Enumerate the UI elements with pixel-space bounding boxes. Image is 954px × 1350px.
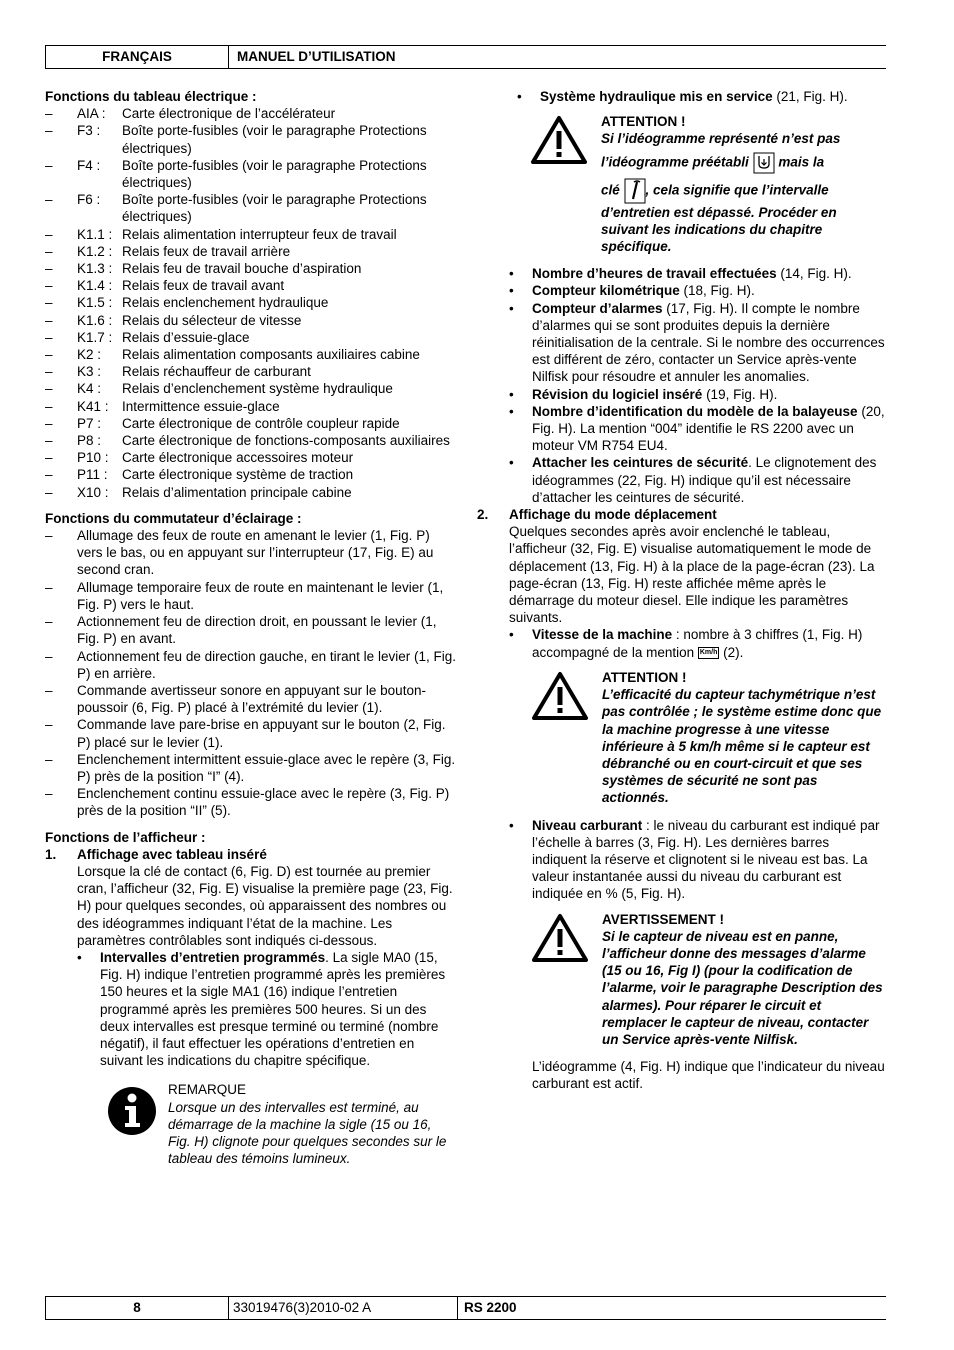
list-item: • Révision du logiciel inséré (19, Fig. H). — [509, 386, 778, 402]
list-item: – Enclenchement intermittent essuie-glace avec le repère (3, Fig. P) près de la position “I” (4). — [45, 751, 456, 784]
component-code: K1.7 : — [77, 329, 113, 345]
bullet-text: (18, Fig. H). — [679, 283, 755, 299]
list-item: – K1.5 : Relais enclenchement hydraulique — [45, 294, 457, 311]
page-footer — [45, 1296, 886, 1320]
component-description: Intermittence essuie-glace — [122, 398, 280, 414]
list-item: – K1.4 : Relais feux de travail avant — [45, 277, 457, 294]
warning-line-1: Si l’idéogramme représenté n’est pas — [601, 131, 841, 147]
component-description: Relais réchauffeur de carburant — [122, 364, 311, 380]
list-item: – Allumage des feux de route en amenant le levier (1, Fig. P) vers le bas, ou en appuyant sur l’interrupteur (17, Fig. E) au second cran. — [45, 528, 434, 578]
warning-icon — [532, 671, 588, 721]
component-code: P10 : — [77, 450, 109, 466]
light-function-text: Commande lave pare-brise en appuyant sur le bouton (2, Fig. P) placé sur le levier (1). — [77, 717, 446, 750]
list-item: – Actionnement feu de direction gauche, en tirant le levier (1, Fig. P) en arrière. — [45, 648, 456, 681]
list-item: – P8 : Carte électronique de fonctions-composants auxiliaires — [45, 432, 457, 449]
page-number: 8 — [46, 1297, 229, 1319]
component-code: K1.1 : — [77, 226, 113, 242]
bullet-text-end: (2). — [719, 644, 744, 660]
component-code: K1.4 : — [77, 278, 113, 294]
display-item-1 — [45, 846, 457, 1168]
component-code: F3 : — [77, 123, 101, 139]
bullet-text: : le niveau du carburant est indiqué par l’échelle à barres (3, Fig. H). Les dernières barres indiquent la réserve et clignotent si le niveau est bas. La valeur instantanée aussi du niveau du carburant est indiquée en % (5, Fig. H). — [532, 817, 880, 902]
list-item: – P11 : Carte électronique système de traction — [45, 466, 457, 483]
info-icon — [108, 1087, 156, 1135]
bullet-text: : nombre à 3 chiffres (1, Fig. H) accompagné de la mention — [532, 627, 863, 660]
bullet-text: (19, Fig. H). — [702, 386, 778, 402]
component-description: Boîte porte-fusibles (voir le paragraphe Protections électriques) — [122, 123, 427, 156]
list-item: – K41 : Intermittence essuie-glace — [45, 398, 457, 415]
component-description: Boîte porte-fusibles (voir le paragraphe Protections électriques) — [122, 157, 427, 191]
component-description: Relais feu de travail bouche d’aspiration — [122, 261, 362, 277]
warning-line-3b: , cela signifie que l’intervalle — [645, 182, 829, 198]
list-item: – P7 : Carte électronique de contrôle coupleur rapide — [45, 415, 457, 432]
list-item: – K4 : Relais d’enclenchement système hydraulique — [45, 380, 457, 397]
warning-line-rest: d’entretien est dépassé. Procéder en suivant les indications du chapitre spécifique. — [601, 204, 837, 255]
light-function-text: Enclenchement intermittent essuie-glace avec le repère (3, Fig. P) près de la position “I” (4). — [77, 751, 456, 784]
list-item: – Commande lave pare-brise en appuyant sur le bouton (2, Fig. P) placé sur le levier (1). — [45, 717, 446, 750]
component-description: Relais feux de travail arrière — [122, 243, 291, 259]
light-function-text: Allumage temporaire feux de route en maintenant le levier (1, Fig. P) vers le haut. — [77, 579, 444, 612]
page-header — [45, 45, 886, 69]
bullet-text: (17, Fig. H). Il compte le nombre d’alarmes qui se sont produites depuis la dernière réinitialisation de la centrale. Si le nombre des occurrences est différent de zéro, contacter un Service après-vente Nilfisk pour résoudre et annuler les anomalies. — [532, 300, 885, 385]
section-title-light-switch: Fonctions du commutateur d’éclairage : — [45, 510, 302, 526]
list-item: • Compteur d’alarmes (17, Fig. H). Il compte le nombre d’alarmes qui se sont produites depuis la dernière réinitialisation de la centrale. Si le nombre des occurrences est différent de zéro, contacter un Service après-vente Nilfisk pour résoudre et annuler les anomalies. — [509, 300, 885, 385]
bullet-bold: Nombre d’identification du modèle de la balayeuse — [532, 403, 858, 419]
fuel-bullet: • Niveau carburant : le niveau du carburant est indiqué par l’échelle à barres (3, Fig. H). Les dernières barres indiquent la réserve et clignotent si le niveau est bas. La valeur instantanée aussi du niveau du carburant est indiquée en % (5, Fig. H). — [509, 817, 880, 902]
list-item: – F3 : Boîte porte-fusibles (voir le paragraphe Protections électriques) — [45, 122, 457, 156]
list-item: – K1.6 : Relais du sélecteur de vitesse — [45, 312, 457, 329]
light-function-text: Commande avertisseur sonore en appuyant sur le bouton-poussoir (6, Fig. P) placé à l’extrémité du levier (1). — [77, 682, 426, 716]
header-title: MANUEL D’UTILISATION — [237, 49, 396, 64]
component-description: Relais d’essuie-glace — [122, 329, 250, 345]
list-item: – X10 : Relais d’alimentation principale cabine — [45, 484, 457, 501]
component-description: Relais du sélecteur de vitesse — [122, 312, 302, 328]
header-language: FRANÇAIS — [46, 46, 229, 68]
bullet-bold: Révision du logiciel inséré — [532, 386, 703, 402]
component-code: F6 : — [77, 192, 101, 208]
light-function-text: Actionnement feu de direction gauche, en tirant le levier (1, Fig. P) en arrière. — [77, 648, 456, 681]
component-description: Carte électronique de contrôle coupleur rapide — [122, 415, 400, 431]
list-item: – AIA : Carte électronique de l’accélérateur — [45, 105, 457, 122]
list-item: – K2 : Relais alimentation composants auxiliaires cabine — [45, 346, 457, 363]
component-code: K1.5 : — [77, 295, 113, 311]
component-code: K4 : — [77, 381, 102, 397]
light-switch-list — [45, 527, 457, 819]
light-function-text: Enclenchement continu essuie-glace avec le repère (3, Fig. P) près de la position “II” (5). — [77, 786, 450, 819]
component-code: K2 : — [77, 347, 102, 363]
display-item-2 — [477, 506, 887, 1093]
bullet-bold: Attacher les ceintures de sécurité — [532, 455, 749, 471]
document-code: 33019476(3)2010-02 A — [233, 1297, 458, 1319]
component-description: Relais enclenchement hydraulique — [122, 295, 329, 311]
component-code: K1.6 : — [77, 312, 113, 328]
list-item: – Actionnement feu de direction droit, en poussant le levier (1, Fig. P) en avant. — [45, 614, 437, 647]
light-function-text: Allumage des feux de route en amenant le levier (1, Fig. P) vers le bas, ou en appuyant sur l’interrupteur (17, Fig. E) au second cran. — [77, 528, 434, 578]
list-item: • Compteur kilométrique (18, Fig. H). — [509, 283, 755, 299]
component-description: Carte électronique de l’accélérateur — [122, 106, 336, 122]
list-item: – Commande avertisseur sonore en appuyant sur le bouton-poussoir (6, Fig. P) placé à l’extrémité du levier (1). — [45, 682, 426, 716]
component-description: Relais alimentation interrupteur feux de travail — [122, 226, 397, 242]
component-code: F4 : — [77, 157, 101, 173]
maintenance-ideogram-icon — [753, 152, 775, 174]
warning-body: L’efficacité du capteur tachymétrique n’est pas contrôlée ; le système estime donc que la machine progresse à une vitesse inférieure à 5 km/h même si le capteur est débranché ou en court-circuit et que ses systèmes de sécurité ne sont pas actionnés. — [602, 687, 882, 806]
warning-icon — [531, 115, 587, 165]
bullet-text: (21, Fig. H). — [772, 89, 848, 104]
warning-line-2b: mais la — [778, 154, 825, 170]
list-item: – F6 : Boîte porte-fusibles (voir le paragraphe Protections électriques) — [45, 191, 457, 225]
bullet-bold: Vitesse de la machine — [532, 627, 673, 643]
list-item: – K3 : Relais réchauffeur de carburant — [45, 363, 457, 380]
bullet-bold: Compteur d’alarmes — [532, 300, 663, 316]
component-description: Boîte porte-fusibles (voir le paragraphe Protections électriques) — [122, 192, 427, 225]
section-title-display: Fonctions de l’afficheur : — [45, 829, 206, 845]
light-function-text: Actionnement feu de direction droit, en poussant le levier (1, Fig. P) en avant. — [77, 614, 437, 647]
item-paragraph: Quelques secondes après avoir enclenché le tableau, l’afficheur (32, Fig. E) visualise automatiquement le mode de déplacement (13, Fig. H) à la place de la page-écran (23). La page-écran (13, Fig. H) reste affichée même après le démarrage du moteur diesel. Elle indique les paramètres suivants. — [509, 524, 875, 626]
note-title: REMARQUE — [168, 1082, 247, 1098]
bullet-text: (20, Fig. H). La mention “004” identifie le RS 2200 avec un moteur VM R754 EU4. — [532, 403, 885, 454]
kmh-badge: Km/h — [698, 647, 720, 659]
note-body: Lorsque un des intervalles est terminé, au démarrage de la machine la sigle (15 ou 16, Fig. H) clignote pour quelques secondes sur le tableau des témoins lumineux. — [168, 1099, 447, 1167]
warning-line-3a: clé — [601, 182, 620, 198]
component-code: K41 : — [77, 398, 109, 414]
component-code: K1.2 : — [77, 243, 113, 259]
item-number: 2. — [477, 507, 489, 523]
warning-box-2 — [532, 669, 887, 807]
item-heading: Affichage du mode déplacement — [509, 507, 717, 523]
list-item: • Nombre d’identification du modèle de la balayeuse (20, Fig. H). La mention “004” identifie le RS 2200 avec un moteur VM R754 EU4. — [509, 403, 885, 454]
bullet-bold: Niveau carburant — [532, 817, 643, 833]
item-number: 1. — [45, 846, 57, 862]
list-item: • Nombre d’heures de travail effectuées (14, Fig. H). — [509, 266, 852, 282]
component-code: P11 : — [77, 467, 108, 483]
warning-title: ATTENTION ! — [602, 669, 687, 685]
component-code: K3 : — [77, 364, 102, 380]
warning-title: AVERTISSEMENT ! — [602, 911, 725, 927]
warning-title: ATTENTION ! — [601, 114, 686, 130]
warning-box-3 — [532, 911, 887, 1049]
component-description: Carte électronique système de traction — [122, 467, 354, 483]
list-item: – K1.3 : Relais feu de travail bouche d’aspiration — [45, 260, 457, 277]
warning-body: Si le capteur de niveau est en panne, l’afficheur donne des messages d’alarme (15 ou 16, Fig I) (pour la codification de l’alarme, voir le paragraphe Description des alarmes). Pour réparer le circuit et remplacer le capteur de niveau, contacter un Service après-vente Nilfisk. — [602, 928, 883, 1047]
bullet-bold: Intervalles d’entretien programmés — [100, 949, 326, 965]
warning-box-1 — [531, 113, 887, 255]
bullet-text: . Le clignotement des idéogrammes (22, Fig. H) indique qu’il est nécessaire d’attacher les ceintures de sécurité. — [532, 455, 877, 505]
list-item: – F4 : Boîte porte-fusibles (voir le paragraphe Protections électriques) — [45, 157, 457, 191]
wrench-icon — [624, 178, 646, 204]
left-column — [45, 88, 457, 1179]
bullet-text: (14, Fig. H). — [776, 266, 852, 282]
component-description: Relais d’enclenchement système hydraulique — [122, 381, 393, 397]
bullet-bold: Nombre d’heures de travail effectuées — [532, 266, 777, 282]
item-paragraph: Lorsque la clé de contact (6, Fig. D) est tournée au premier cran, l’afficheur (32, Fig. E) visualise la première page (23, Fig. H) pour quelques secondes, où apparaissent des nombres ou des idéogrammes indiquant l’état de la machine. Les paramètres contrôlables sont indiqués ci-dessous. — [77, 863, 453, 948]
warning-icon — [532, 913, 588, 963]
component-code: AIA : — [77, 106, 106, 122]
list-item: – Allumage temporaire feux de route en maintenant le levier (1, Fig. P) vers le haut. — [45, 579, 444, 612]
note-box — [100, 1081, 457, 1167]
warning-line-2a: l’idéogramme préétabli — [601, 154, 749, 170]
list-item: • Attacher les ceintures de sécurité. Le clignotement des idéogrammes (22, Fig. H) indique qu’il est nécessaire d’attacher les ceintures de sécurité. — [509, 455, 877, 505]
list-item: – Enclenchement continu essuie-glace avec le repère (3, Fig. P) près de la position “II” (5). — [45, 786, 450, 819]
bullet-text: . La sigle MA0 (15, Fig. H) indique l’entretien programmé après les premières 150 heures et la sigle MA1 (16) indique l’entretien programmé après les premières 500 heures. Si un des deux intervalles est presque terminé ou terminé (nombre négatif), il faut effectuer les opérations d’entretien en suivant les indications du chapitre spécifique. — [100, 949, 446, 1069]
list-item: – P10 : Carte électronique accessoires moteur — [45, 449, 457, 466]
bullet-bold: Compteur kilométrique — [532, 283, 680, 299]
model-name: RS 2200 — [464, 1300, 517, 1315]
component-code: X10 : — [77, 484, 109, 500]
component-code: P7 : — [77, 415, 102, 431]
hydraulic-bullet: • Système hydraulique mis en service (21, Fig. H). — [517, 89, 848, 104]
component-description: Carte électronique accessoires moteur — [122, 450, 354, 466]
component-code: P8 : — [77, 433, 102, 449]
maintenance-bullet: • Intervalles d’entretien programmés. La sigle MA0 (15, Fig. H) indique l’entretien programmé après les premières 150 heures et la sigle MA1 (16) indique l’entretien programmé après les premières 500 heures. Si un des deux intervalles est presque terminé ou terminé (nombre négatif), il faut effectuer les opérations d’entretien en suivant les indications du chapitre spécifique. REMARQUE Lorsque un des intervalles est terminé, au démarrage de la machine la sigle (15 ou 16, Fig. H) clignote pour quelques secondes sur le tableau des témoins lumineux. — [77, 949, 457, 1167]
list-item: – K1.2 : Relais feux de travail arrière — [45, 243, 457, 260]
list-item: – K1.1 : Relais alimentation interrupteur feux de travail — [45, 226, 457, 243]
component-description: Relais feux de travail avant — [122, 278, 285, 294]
component-code: K1.3 : — [77, 261, 113, 277]
list-item: – K1.7 : Relais d’essuie-glace — [45, 329, 457, 346]
section-title-panel: Fonctions du tableau électrique : — [45, 89, 257, 104]
component-description: Carte électronique de fonctions-composants auxiliaires — [122, 433, 450, 449]
counter-bullets — [509, 265, 887, 506]
speed-bullet: • Vitesse de la machine : nombre à 3 chiffres (1, Fig. H) accompagné de la mention Km/h (2). — [509, 627, 863, 660]
component-description: Relais d’alimentation principale cabine — [122, 484, 352, 500]
item-heading: Affichage avec tableau inséré — [77, 846, 267, 862]
panel-functions-list — [45, 105, 457, 501]
fuel-ideogram-text: L’idéogramme (4, Fig. H) indique que l’indicateur du niveau carburant est actif. — [532, 1059, 885, 1092]
bullet-bold: Système hydraulique mis en service — [540, 89, 773, 104]
right-column — [477, 88, 887, 1093]
component-description: Relais alimentation composants auxiliaires cabine — [122, 347, 420, 363]
